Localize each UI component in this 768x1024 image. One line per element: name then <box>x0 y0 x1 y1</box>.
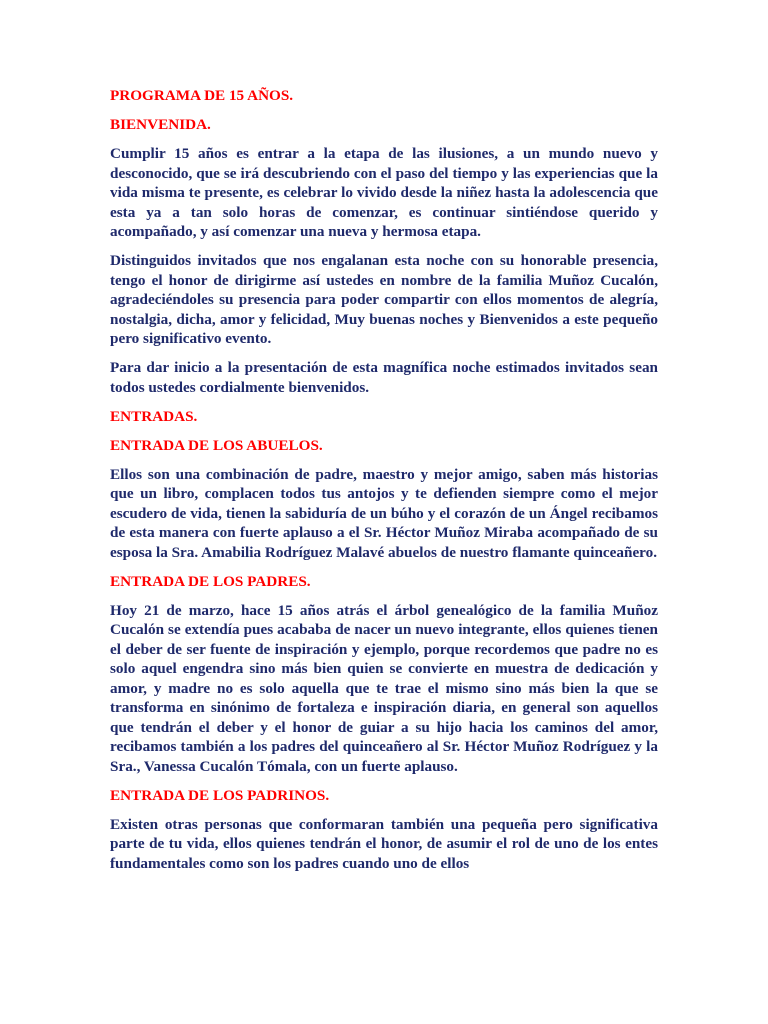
welcome-paragraph-3: Para dar inicio a la presentación de esta magnífica noche estimados invitados sean todos ustedes cordialmente bienvenidos. <box>110 359 658 396</box>
padrinos-paragraph: Existen otras personas que conformaran también una pequeña pero significativa parte de tu vida, ellos quienes tendrán el honor, de asumir el rol de uno de los entes fundamentales como son los padres cuando uno de ellos <box>110 815 658 872</box>
padrinos-heading: ENTRADA DE LOS PADRINOS. <box>110 786 330 804</box>
abuelos-paragraph: Ellos son una combinación de padre, maestro y mejor amigo, saben más historias que un libro, complacen todos tus antojos y te defienden siempre como el mejor escudero de vida, tienen la sabiduría de un búho y el corazón de un Ángel recibamos de esta manera con fuerte aplauso a el Sr. Héctor Muñoz Miraba acompañado de su esposa la Sra. Amabilia Rodríguez Malavé abuelos de nuestro flamante quinceañero. <box>110 465 658 561</box>
document-page <box>110 86 658 883</box>
welcome-heading: BIENVENIDA. <box>110 116 211 133</box>
welcome-paragraph-2: Distinguidos invitados que nos engalanan esta noche con su honorable presencia, tengo el honor de dirigirme así ustedes en nombre de la familia Muñoz Cucalón, agradeciéndoles su presencia para poder compartir con ellos momentos de alegría, nostalgia, dicha, amor y felicidad, Muy buenas noches y Bienvenidos a este pequeño pero significativo evento. <box>110 252 658 347</box>
abuelos-heading: ENTRADA DE LOS ABUELOS. <box>110 436 323 454</box>
entradas-heading: ENTRADAS. <box>110 407 198 425</box>
program-title: PROGRAMA DE 15 AÑOS. <box>110 87 294 104</box>
padres-heading: ENTRADA DE LOS PADRES. <box>110 572 311 590</box>
padres-paragraph: Hoy 21 de marzo, hace 15 años atrás el árbol genealógico de la familia Muñoz Cucalón se extendía pues acababa de nacer un nuevo integrante, ellos quienes tienen el deber de ser fuente de inspiración y ejemplo, porque recordemos que padre no es solo aquel engendra sino más bien quien se convierte en muestra de dedicación y amor, y madre no es solo aquella que te trae el mismo sino más bien la que se transforma en sinónimo de fortaleza e inspiración diaria, en general son aquellos que tendrán el deber y el honor de guiar a su hijo hacia los caminos del amor, recibamos también a los padres del quinceañero al Sr. Héctor Muñoz Rodríguez y la Sra., Vanessa Cucalón Tómala, con un fuerte aplauso. <box>110 601 658 775</box>
welcome-paragraph-1: Cumplir 15 años es entrar a la etapa de las ilusiones, a un mundo nuevo y desconocido, que se irá descubriendo con el paso del tiempo y las experiencias que la vida misma te presente, es celebrar lo vivido desde la niñez hasta la adolescencia que esta ya a tan solo horas de comenzar, es continuar sintiéndose querido y acompañado, y así comenzar una nueva y hermosa etapa. <box>110 145 658 240</box>
